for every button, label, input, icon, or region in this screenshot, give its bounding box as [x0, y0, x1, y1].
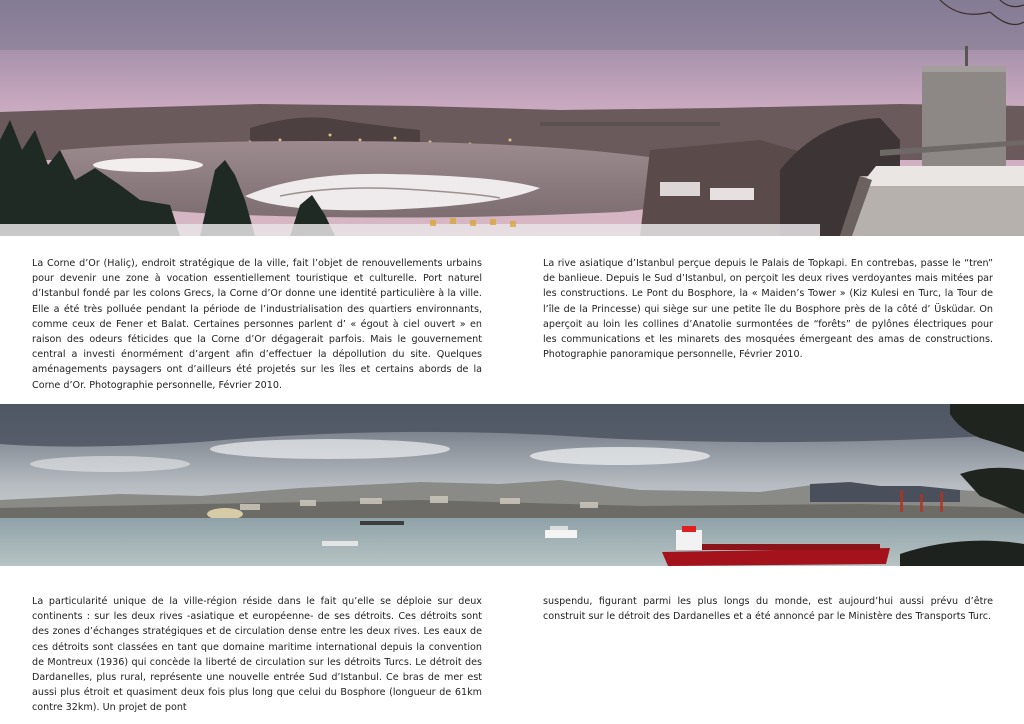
- bosphorus-panorama-photo: [0, 404, 1024, 566]
- asian-shore-caption: La rive asiatique d’Istanbul perçue depuis le Palais de Topkapi. En contrebas, passe le “tren” de banlieue. Depuis le Sud d’Istanbul, on perçoit les deux rives verdoyantes mais mitées par les constructions. Le Pont du Bosphore, la « Maiden’s Tower » (Kiz Kulesi en Turc, la Tour de l’île de la Princesse) qui siège sur une petite île du Bosphore près de la côté d’ Üsküdar. On aperçoit au loin les collines d’Anatolie surmontées de “forêts” de pylônes électriques pour les communications et les minarets des mosquées émergeant des amas de constructions. Photographie panoramique personnelle, Février 2010.: [543, 258, 993, 361]
- small-ferry: [322, 541, 358, 546]
- golden-horn-caption: La Corne d’Or (Haliç), endroit stratégique de la ville, fait l’objet de renouvellements urbains pour devenir une zone à vocation essentiellement touristique et culturelle. Port naturel d’Istanbul fondé par les colons Grecs, la Corne d’Or donne une identité particulière à la ville. Elle a été très polluée pendant la période de l’industrialisation des quartiers environnants, comme ceux de Fener et Balat. Certaines personnes parlent d’ « égout à ciel ouvert » en raison des odeurs féticides que la Corne d’Or dégagerait parfois. Mais le gouvernement central a investi énormément d’argent afin d’effectuer la dépollution du site. Quelques aménagements paysagers ont d’ailleurs été projetés sur les îles et certains abords de la Corne d’Or. Photographie personnelle, Février 2010.: [32, 258, 482, 391]
- snowy-island-small: [93, 158, 203, 172]
- distant-ship: [360, 521, 404, 525]
- straits-paragraph: La particularité unique de la ville-région réside dans le fait qu’elle se déploie sur deux continents : sur les deux rives -asiatique et européenne- de ses détroits. Ces détroits sont des zones d’échanges stratégiques et de circulation dense entre les deux rives. Les eaux de ces détroits sont classées en tant que domaine maritime international depuis la convention de Montreux (1936) qui concède la liberté de circulation sur les détroits Turcs. Le détroit des Dardanelles, plus rural, représente une nouvelle entrée Sud d’Istanbul. Ce bras de mer est aussi plus étroit et quasiment deux fois plus long que celui du Bosphore (longueur de 61km contre 32km). Un projet de pont: [32, 596, 482, 714]
- dardanelles-bridge-paragraph: suspendu, figurant parmi les plus longs du monde, est aujourd’hui aussi prévu d’être construit sur le détroit des Dardanelles et a été annoncé par le Ministère des Transports Turc.: [543, 596, 993, 623]
- building-tower: [922, 66, 1006, 176]
- golden-horn-panorama-photo: [0, 0, 1024, 236]
- ferry: [545, 530, 577, 538]
- bosphorus-panorama-illustration: [0, 404, 1024, 566]
- golden-horn-panorama-illustration: [0, 0, 1024, 236]
- bridge: [540, 122, 720, 126]
